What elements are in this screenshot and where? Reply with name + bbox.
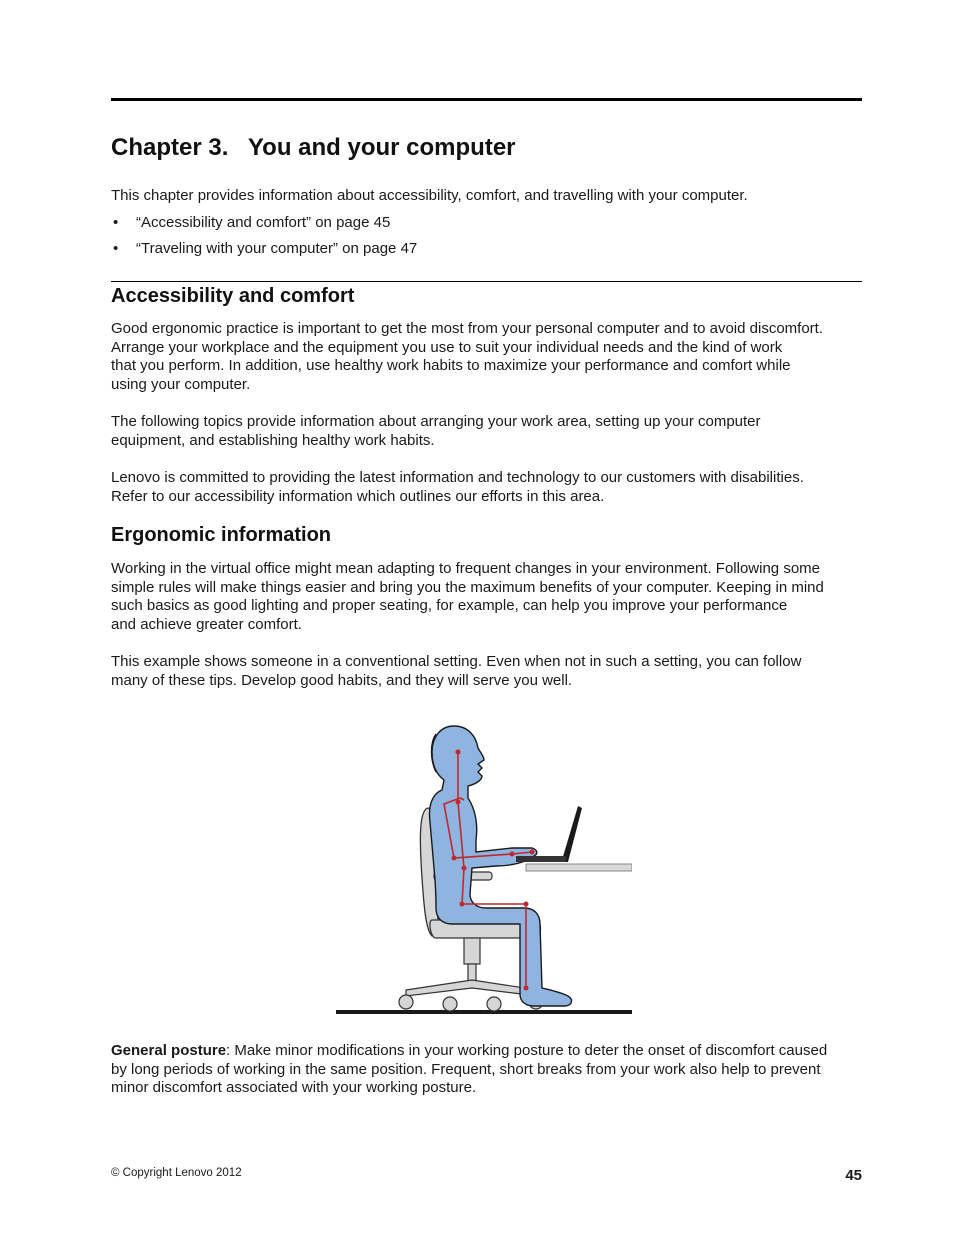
chapter-topic-list bbox=[111, 213, 417, 265]
list-item[interactable] bbox=[111, 239, 417, 265]
chapter-title: Chapter 3. You and your computer bbox=[111, 134, 516, 161]
chair-base bbox=[406, 980, 538, 996]
text-line: such basics as good lighting and proper seating, for example, can help you improve your performance bbox=[111, 597, 788, 615]
chair-caster bbox=[399, 995, 413, 1009]
chair-post bbox=[464, 938, 480, 964]
text-line: equipment, and establishing healthy work habits. bbox=[111, 431, 435, 449]
list-item[interactable] bbox=[111, 213, 417, 239]
text-line: This example shows someone in a conventional setting. Even when not in such a setting, you can follow bbox=[111, 653, 802, 670]
floor-line bbox=[336, 1010, 632, 1014]
link-traveling-with-your-computer[interactable]: “Traveling with your computer” on page 47 bbox=[136, 240, 418, 257]
bullet-icon: • bbox=[113, 240, 119, 257]
text-line: and achieve greater comfort. bbox=[111, 615, 302, 633]
text-line: Lenovo is committed to providing the latest information and technology to our customers with disabilities. bbox=[111, 469, 804, 486]
text-line: using your computer. bbox=[111, 375, 251, 393]
laptop-keyboard bbox=[516, 856, 566, 862]
text-line: minor discomfort associated with your working posture. bbox=[111, 1079, 477, 1097]
bullet-icon: • bbox=[113, 214, 119, 231]
text-line: simple rules will make things easier and bring you the maximum benefits of your computer. Keeping in mind bbox=[111, 578, 824, 596]
accessibility-paragraph-3 bbox=[111, 469, 871, 506]
ergonomic-posture-illustration bbox=[336, 718, 632, 1018]
text-line: Refer to our accessibility information which outlines our efforts in this area. bbox=[111, 487, 605, 505]
text-line: Arrange your workplace and the equipment you use to suit your individual needs and the kind of work bbox=[111, 338, 783, 356]
desk-surface bbox=[526, 864, 632, 871]
chair-caster bbox=[487, 997, 501, 1011]
general-posture-text: : Make minor modifications in your working posture to deter the onset of discomfort caused bbox=[226, 1042, 828, 1059]
text-line: that you perform. In addition, use healthy work habits to maximize your performance and comfort while bbox=[111, 357, 791, 375]
general-posture-paragraph bbox=[111, 1042, 827, 1098]
chapter-intro: This chapter provides information about accessibility, comfort, and travelling with your computer. bbox=[111, 187, 748, 204]
chair-caster bbox=[443, 997, 457, 1011]
text-line: The following topics provide information about arranging your work area, setting up your computer bbox=[111, 413, 761, 430]
heading-accessibility-and-comfort: Accessibility and comfort bbox=[111, 285, 355, 307]
text-line: many of these tips. Develop good habits, and they will serve you well. bbox=[111, 671, 573, 689]
text-line: Good ergonomic practice is important to get the most from your personal computer and to avoid discomfort. bbox=[111, 320, 824, 337]
accessibility-paragraph-2 bbox=[111, 413, 871, 450]
page-number: 45 bbox=[845, 1167, 862, 1184]
heading-ergonomic-information: Ergonomic information bbox=[111, 524, 331, 546]
accessibility-paragraph-1 bbox=[111, 320, 871, 394]
ergonomic-paragraph-1 bbox=[111, 560, 871, 634]
text-line: Working in the virtual office might mean adapting to frequent changes in your environment. Following some bbox=[111, 560, 820, 577]
footer-copyright: © Copyright Lenovo 2012 bbox=[111, 1167, 242, 1179]
link-accessibility-and-comfort[interactable]: “Accessibility and comfort” on page 45 bbox=[136, 214, 391, 231]
ergonomic-paragraph-2 bbox=[111, 653, 871, 690]
seated-person-diagram bbox=[336, 718, 632, 1018]
general-posture-label: General posture bbox=[111, 1042, 227, 1059]
section-rule bbox=[111, 281, 862, 282]
chapter-top-rule bbox=[111, 98, 862, 101]
text-line bbox=[111, 1042, 827, 1061]
text-line: by long periods of working in the same position. Frequent, short breaks from your work also help to prevent bbox=[111, 1060, 821, 1078]
